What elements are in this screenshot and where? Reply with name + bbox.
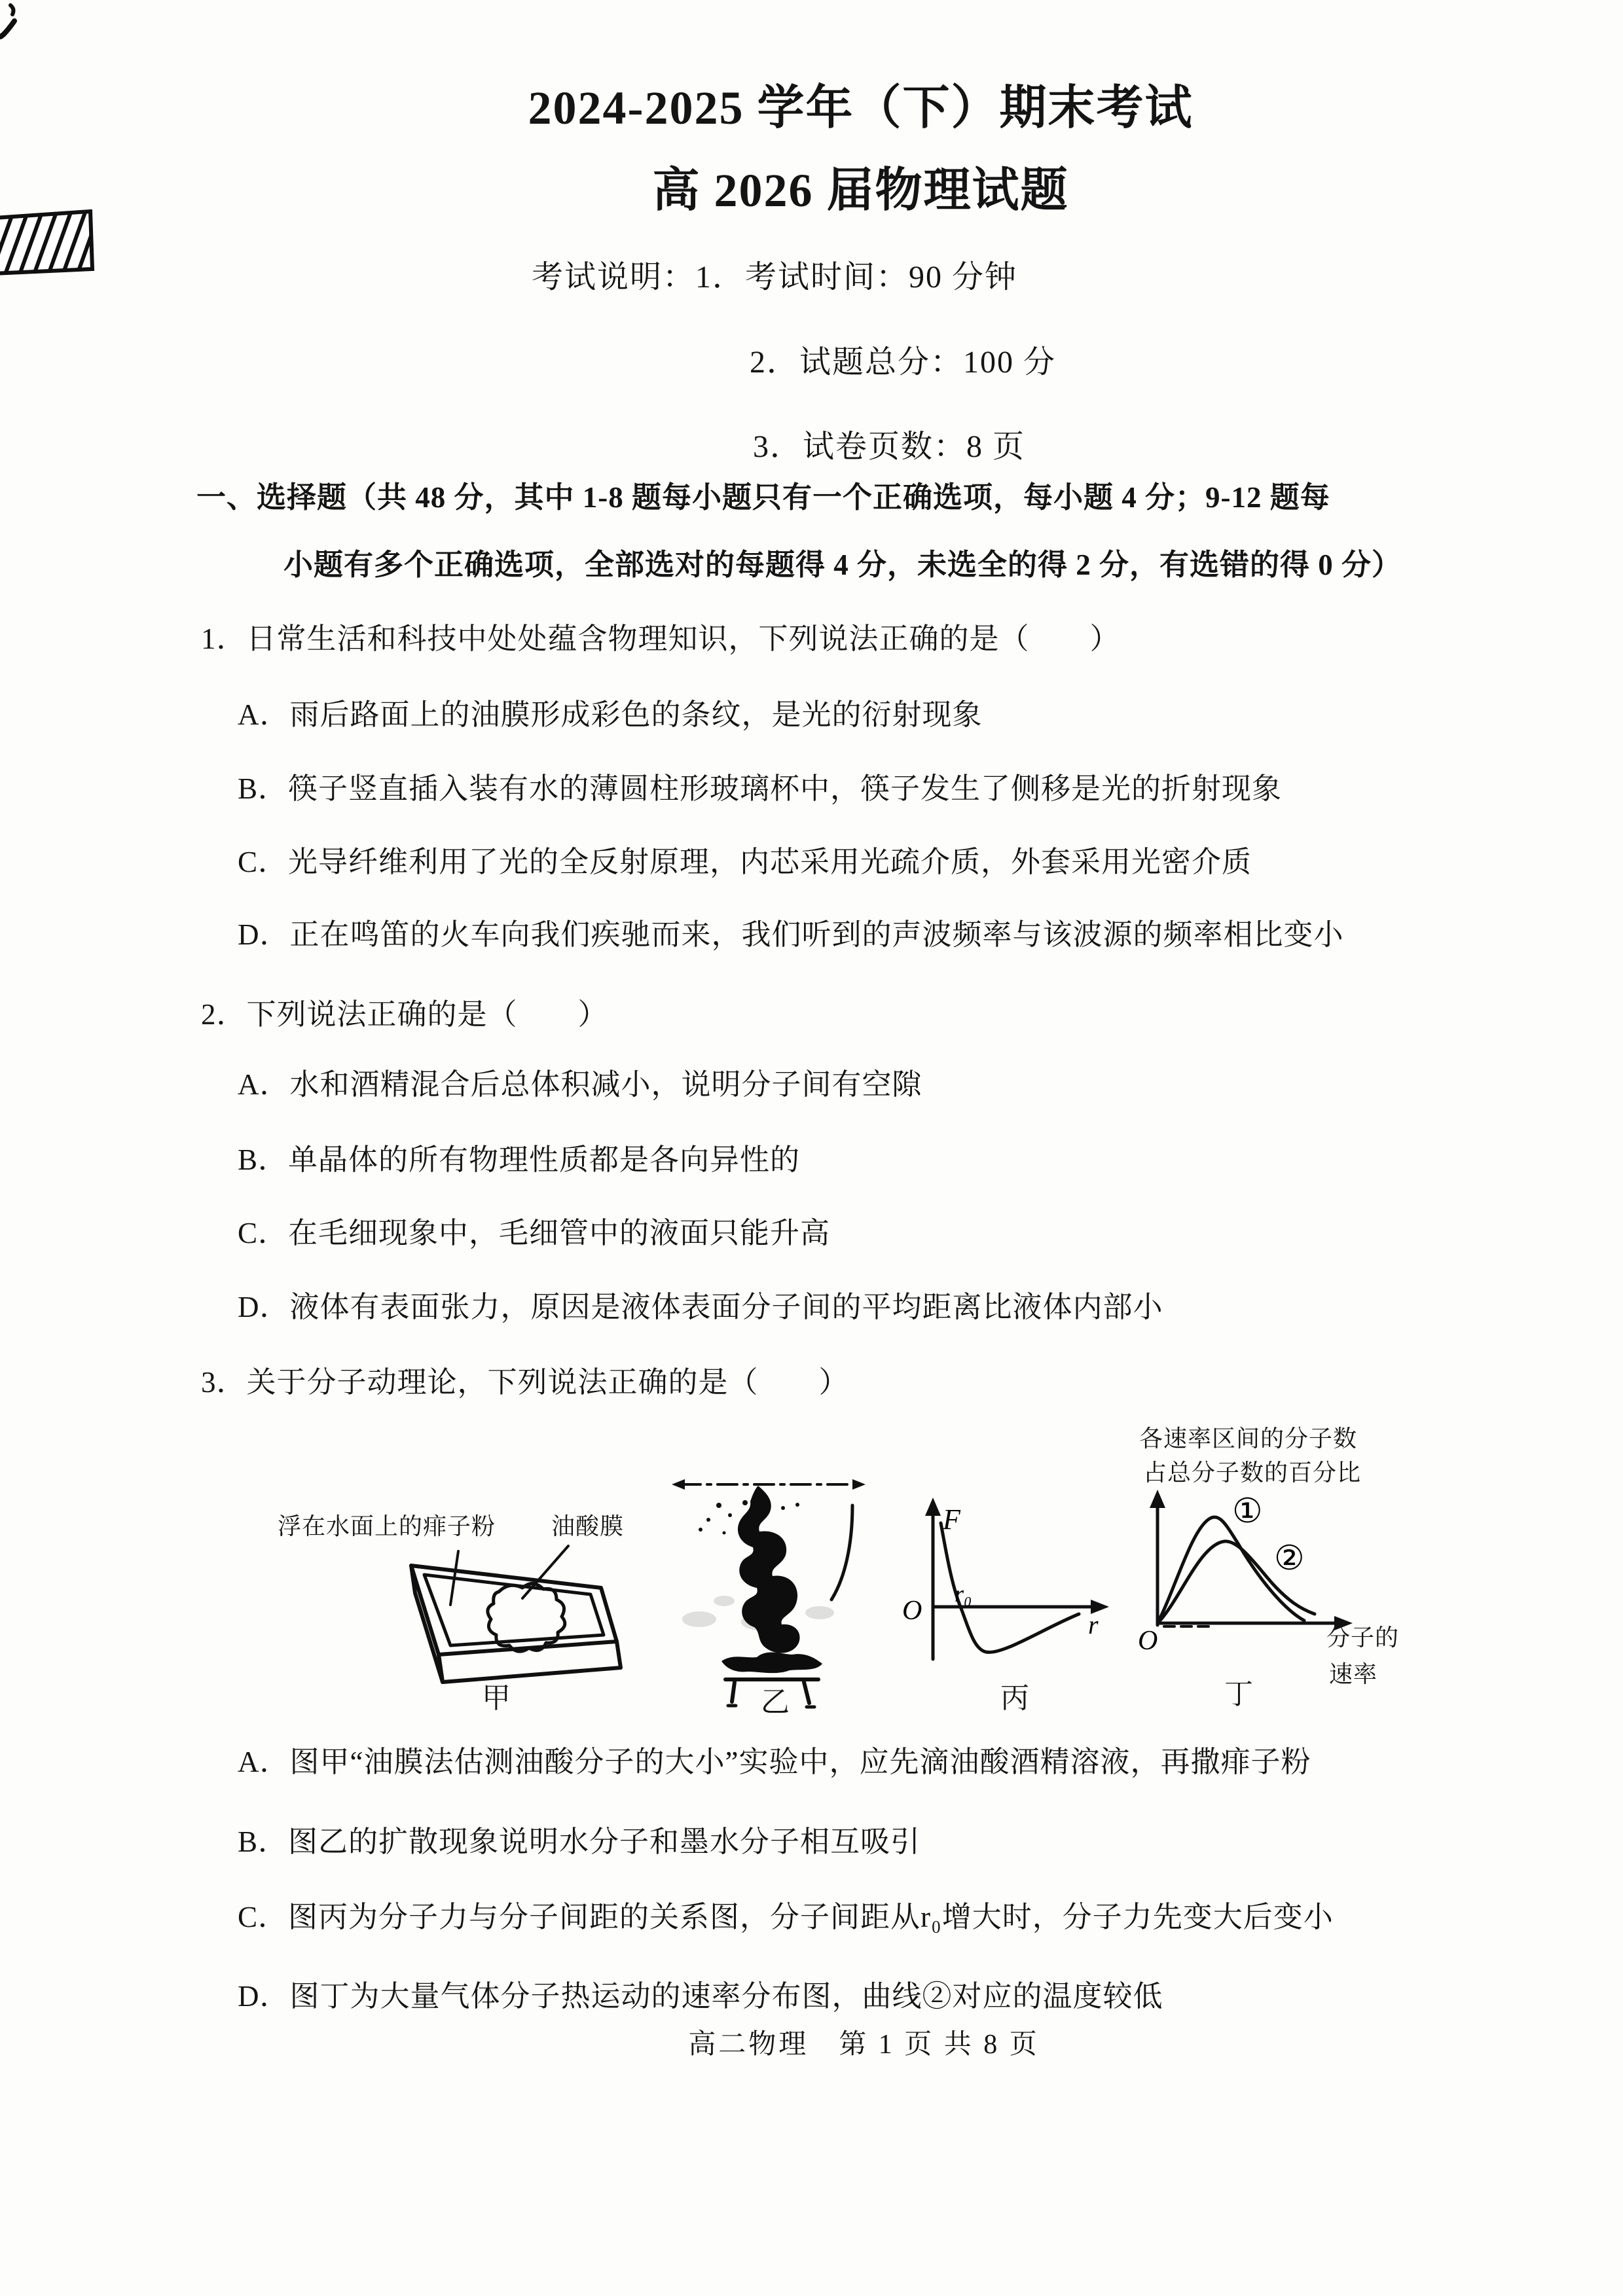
question-2-option-a: A．水和酒精混合后总体积减小，说明分子间有空隙	[238, 1068, 922, 1101]
ink-diffusion-figure	[661, 1467, 884, 1716]
question-1-option-d: D．正在鸣笛的火车向我们疾驰而来，我们听到的声波频率与该波源的频率相比变小	[238, 918, 1344, 951]
base-leg-left	[732, 1682, 735, 1702]
ding-xlabel-line1: 分子的	[1326, 1624, 1400, 1651]
question-1-option-b: B．筷子竖直插入装有水的薄圆柱形玻璃杯中，筷子发生了侧移是光的折射现象	[238, 772, 1283, 805]
question-2-option-b: B．单晶体的所有物理性质都是各向异性的	[238, 1143, 801, 1176]
curve-1-label: ①	[1232, 1493, 1263, 1530]
surface-arrow-right	[852, 1479, 866, 1490]
question-2-stem: 2．下列说法正确的是（ ）	[201, 998, 608, 1031]
question-1-option-a: A．雨后路面上的油膜形成彩色的条纹，是光的衍射现象	[238, 698, 983, 731]
page-footer: 高二物理 第 1 页 共 8 页	[688, 2030, 1040, 2060]
question-3-option-b: B．图乙的扩散现象说明水分子和墨水分子相互吸引	[238, 1825, 921, 1858]
hatch-mark-icon	[0, 206, 105, 281]
jia-powder-label: 浮在水面上的痱子粉	[278, 1513, 496, 1539]
page-title-line1: 2024-2025 学年（下）期末考试	[528, 82, 1194, 134]
page-title-line2: 高 2026 届物理试题	[652, 164, 1069, 217]
question-2-option-d: D．液体有表面张力，原因是液体表面分子间的平均距离比液体内部小	[238, 1291, 1163, 1323]
question-1-stem: 1．日常生活和科技中处处蕴含物理知识，下列说法正确的是（ ）	[201, 622, 1120, 655]
pen-mark-icon	[0, 0, 59, 118]
yi-caption: 乙	[761, 1686, 790, 1718]
ding-y-axis-arrow	[1150, 1490, 1165, 1508]
jia-film-label: 油酸膜	[551, 1513, 625, 1539]
section-heading-line1: 一、选择题（共 48 分，其中 1-8 题每小题只有一个正确选项，每小题 4 分；9-12 题每	[196, 481, 1330, 514]
bing-origin-label: O	[902, 1596, 922, 1626]
question-3-option-d: D．图丁为大量气体分子热运动的速率分布图，曲线②对应的温度较低	[238, 1980, 1163, 2013]
ding-ylabel-line2: 占总分子数的百分比	[1143, 1460, 1362, 1486]
molecular-force-graph	[877, 1494, 1126, 1690]
f-axis-arrow	[925, 1498, 941, 1516]
section-heading-line2: 小题有多个正确选项，全部选对的每题得 4 分，未选全的得 2 分，有选错的得 0 分）	[283, 548, 1402, 581]
f-axis-label: F	[943, 1503, 960, 1535]
question-3-option-a: A．图甲“油膜法估测油酸分子的大小”实验中，应先滴油酸酒精溶液，再撒痱子粉	[238, 1746, 1311, 1778]
base-leg-right	[804, 1682, 809, 1703]
ding-xlabel-line2: 速率	[1329, 1661, 1378, 1687]
question-2-option-c: C．在毛细现象中，毛细管中的液面只能升高	[238, 1217, 831, 1249]
exam-note-line2: 2．试题总分：100 分	[750, 345, 1057, 380]
curve-2-label: ②	[1274, 1540, 1305, 1577]
question-3-stem: 3．关于分子动理论，下列说法正确的是（ ）	[201, 1366, 849, 1399]
ding-ylabel-line1: 各速率区间的分子数	[1139, 1426, 1358, 1452]
question-1-option-c: C．光导纤维利用了光的全反射原理，内芯采用光疏介质，外套采用光密介质	[238, 846, 1252, 878]
exam-note-line1: 考试说明：1．考试时间：90 分钟	[532, 260, 1018, 295]
ding-caption: 丁	[1224, 1678, 1253, 1710]
r-axis-label: r	[1088, 1610, 1099, 1640]
exam-note-line3: 3．试卷页数：8 页	[753, 429, 1026, 464]
base-blot	[721, 1653, 822, 1674]
jia-caption: 甲	[482, 1682, 511, 1714]
r0-label: r₀	[955, 1581, 972, 1607]
question-3-option-c: C．图丙为分子力与分子间距的关系图，分子间距从r₀增大时，分子力先变大后变小	[238, 1901, 1334, 1933]
surface-arrow-left	[672, 1479, 685, 1490]
bing-caption: 丙	[1000, 1682, 1029, 1714]
ding-origin-label: O	[1138, 1626, 1158, 1656]
oil-film-tray-figure	[262, 1492, 661, 1708]
vessel-wall	[831, 1505, 852, 1600]
